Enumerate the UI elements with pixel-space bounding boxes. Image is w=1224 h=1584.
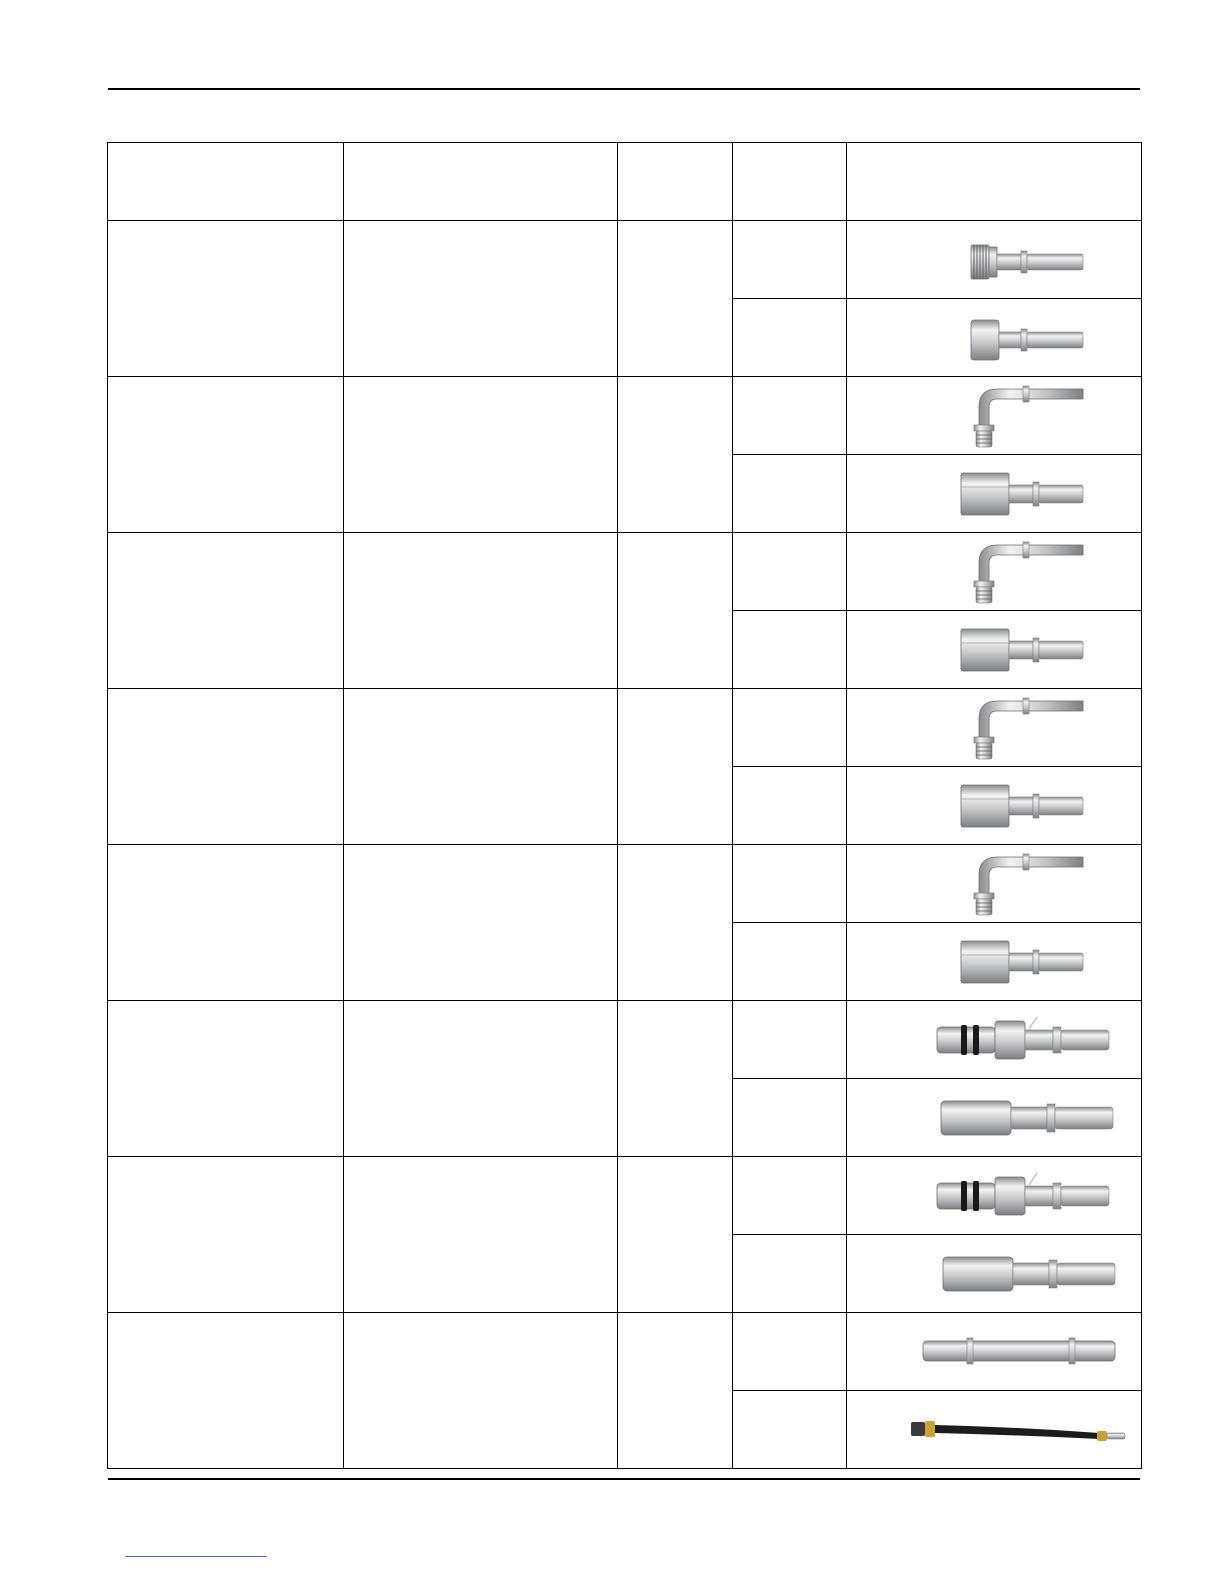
part-image-cell: [847, 1079, 1142, 1157]
group-cell-1: [108, 1157, 344, 1313]
group-cell-1: [108, 533, 344, 689]
straight-hex-female-fitting-icon: [957, 625, 1087, 675]
part-cell: [733, 299, 847, 377]
group-cell-1: [108, 845, 344, 1001]
header-cell-5: [847, 143, 1142, 221]
table-row: [108, 845, 1142, 923]
group-cell-1: [108, 689, 344, 845]
header-cell-1: [108, 143, 344, 221]
table-row: [108, 1001, 1142, 1079]
straight-hex-female-fitting-icon: [957, 937, 1087, 987]
part-image-cell: [847, 689, 1142, 767]
part-cell: [733, 1391, 847, 1469]
table-row: [108, 533, 1142, 611]
straight-hex-female-fitting-icon: [967, 315, 1087, 365]
group-cell-3: [618, 1313, 733, 1469]
group-cell-2: [344, 221, 618, 377]
part-image-cell: [847, 221, 1142, 299]
group-cell-3: [618, 845, 733, 1001]
footer-rule: [108, 1478, 1140, 1480]
part-cell: [733, 455, 847, 533]
part-cell: [733, 611, 847, 689]
group-cell-2: [344, 1313, 618, 1469]
parts-table: [107, 142, 1142, 1469]
double-ended-tube-icon: [919, 1331, 1119, 1371]
straight-hex-female-fitting-icon: [957, 781, 1087, 831]
straight-socket-fitting-icon: [939, 1249, 1119, 1299]
header-rule: [108, 88, 1140, 90]
group-cell-1: [108, 221, 344, 377]
table-header-row: [108, 143, 1142, 221]
part-image-cell: [847, 1313, 1142, 1391]
part-cell: [733, 1001, 847, 1079]
group-cell-2: [344, 845, 618, 1001]
part-image-cell: [847, 611, 1142, 689]
part-cell: [733, 1313, 847, 1391]
part-image-cell: [847, 1157, 1142, 1235]
part-cell: [733, 1235, 847, 1313]
header-cell-2: [344, 143, 618, 221]
group-cell-3: [618, 1001, 733, 1157]
group-cell-3: [618, 689, 733, 845]
part-image-cell: [847, 377, 1142, 455]
table-row: [108, 1157, 1142, 1235]
table-row: [108, 377, 1142, 455]
flexible-hose-assembly-icon: [909, 1409, 1129, 1449]
part-image-cell: [847, 533, 1142, 611]
part-cell: [733, 1157, 847, 1235]
90-degree-elbow-nut-fitting-icon: [957, 693, 1087, 763]
part-image-cell: [847, 845, 1142, 923]
group-cell-3: [618, 533, 733, 689]
group-cell-3: [618, 221, 733, 377]
straight-threaded-male-fitting-icon: [967, 237, 1087, 287]
part-cell: [733, 221, 847, 299]
group-cell-2: [344, 377, 618, 533]
straight-hex-female-fitting-icon: [957, 469, 1087, 519]
header-cell-3: [618, 143, 733, 221]
group-cell-1: [108, 377, 344, 533]
group-cell-2: [344, 689, 618, 845]
table-row: [108, 1313, 1142, 1391]
group-cell-2: [344, 1001, 618, 1157]
group-cell-1: [108, 1313, 344, 1469]
part-cell: [733, 377, 847, 455]
part-cell: [733, 1079, 847, 1157]
part-image-cell: [847, 1001, 1142, 1079]
table-row: [108, 689, 1142, 767]
group-cell-3: [618, 1157, 733, 1313]
group-cell-2: [344, 1157, 618, 1313]
part-cell: [733, 923, 847, 1001]
90-degree-elbow-male-fitting-icon: [957, 849, 1087, 919]
o-ring-quick-connector-icon: [933, 1171, 1113, 1221]
group-cell-3: [618, 377, 733, 533]
straight-socket-fitting-icon: [937, 1093, 1117, 1143]
part-image-cell: [847, 767, 1142, 845]
90-degree-elbow-male-fitting-icon: [957, 381, 1087, 451]
90-degree-elbow-male-fitting-icon: [957, 537, 1087, 607]
o-ring-quick-connector-icon: [933, 1015, 1113, 1065]
part-cell: [733, 767, 847, 845]
part-image-cell: [847, 1235, 1142, 1313]
header-cell-4: [733, 143, 847, 221]
footer-link-underline[interactable]: [125, 1556, 267, 1557]
part-image-cell: [847, 455, 1142, 533]
group-cell-2: [344, 533, 618, 689]
part-image-cell: [847, 299, 1142, 377]
group-cell-1: [108, 1001, 344, 1157]
part-image-cell: [847, 1391, 1142, 1469]
part-cell: [733, 845, 847, 923]
part-cell: [733, 533, 847, 611]
table-row: [108, 221, 1142, 299]
part-cell: [733, 689, 847, 767]
part-image-cell: [847, 923, 1142, 1001]
